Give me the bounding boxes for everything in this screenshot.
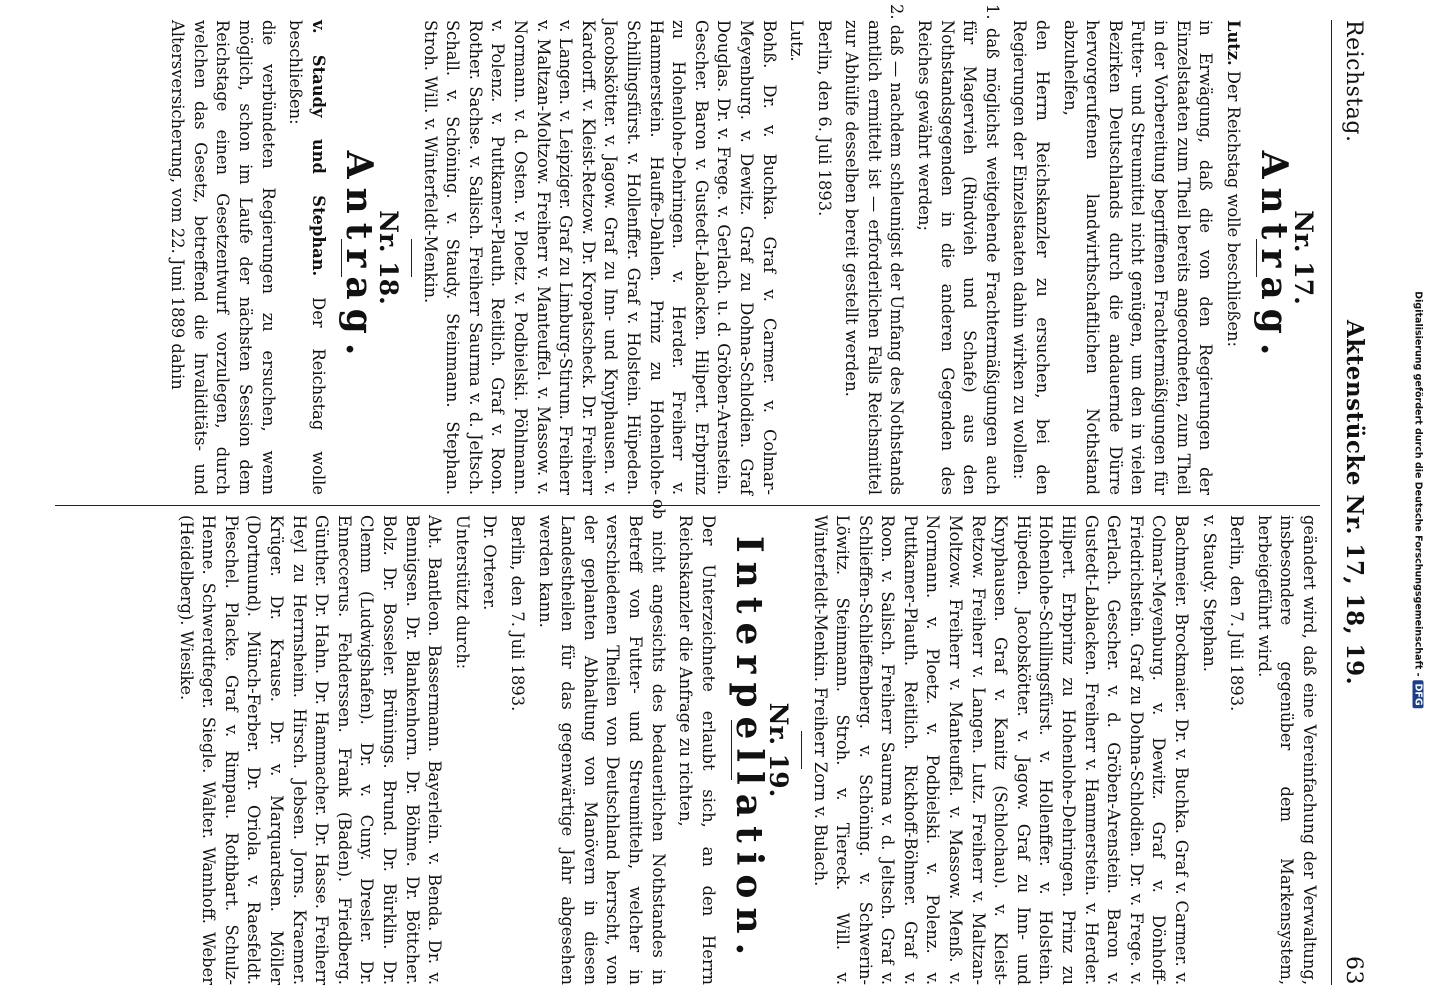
right-column: [169, 499, 1320, 985]
nr17-intro-lead: Lutz.: [1223, 20, 1243, 66]
nr18-date: Berlin, den 7. Juli 1893.: [1227, 515, 1247, 712]
nr19-signer: Dr. Orterer.: [480, 515, 500, 611]
credit-text: Digitalisierung gefördert durch die Deutsche Forschungsgemeinschaft -: [1412, 291, 1424, 677]
running-header: [1331, 20, 1372, 985]
dfg-logo: DFG: [1413, 681, 1424, 709]
rotated-page-content: [46, 4, 1376, 995]
nr18-lead: v. Staudy und Stephan.: [308, 20, 328, 277]
nr19-heading: Interpellation.: [728, 535, 771, 965]
nr17-names: Bohß. Dr. v. Buchka. Graf v. Carmer. v. Colmar-Meyenburg. v. Dewitz. Graf zu Dohna-Schlodien. Graf Douglas. Dr. v. Frege. v. Gerlach. u. d. Gröben-Arenstein. Gescher. Baron v. Gustedt-Lablacken. Hilpert. Erbprinz zu Hohenlohe-Dehringen. v. Herder. Freiherr v. Hammerstein. Hauffe-Dahlen. Prinz zu Hohenlohe-Schillingsfürst. v. Hollenffer. Graf v. Holstein. Hüpeden. Jacobskötter. v. Jagow. Graf zu Inn- und Knyphausen. v. Kardorff. v. Kleist-Retzow. Dr. Kropatscheck. Dr. Freiherr v. Langen. v. Leipziger. Graf zu Limburg-Stirum. Freiherr v. Maltzan-Moltzow. Freiherr v. Manteuffel. v. Massow. v. Normann. v. d. Osten. v. Ploetz. v. Podbielski. Pöhlmann. v. Polenz. v. Puttkamer-Plauth. Reitlich. Graf v. Roon. Rother. Sachse. v. Salisch. Freiherr Saurma v. d. Jeltsch. Schall. v. Schöning. v. Staudy. Steinmann. Stephan. Stroh. Will. v. Winterfeldt-Menkin.: [420, 20, 779, 495]
nr18-heading: Antrag.: [338, 150, 381, 365]
nr18-number: Nr. 18.: [374, 210, 404, 305]
header-left: Reichstag.: [1341, 20, 1366, 143]
nr17-number: Nr. 17.: [1289, 210, 1318, 305]
nr19-supported: Unterstützt durch:: [452, 515, 472, 670]
nr17-text: in Erwägung, daß die von den Regierungen der Einzelstaaten zum Theil bereits angeordneten, zum Theil in der Vorbereitung begriffenen Frachtermäßigungen für Futter- und Streumittel nicht genügen, um den in vielen Bezirken Deutschlands durch die andauernde Dürre hervorgerufenen landwirthschaftlichen Nothstand abzuhelfen,: [1060, 20, 1216, 495]
header-title: Aktenstücke Nr. 17, 18, 19.: [1341, 319, 1368, 686]
nr18-signers: v. Staudy. Stephan.: [1199, 515, 1219, 672]
left-column: [161, 4, 1320, 495]
nr17-signer: Lutz.: [787, 20, 807, 62]
divider: [411, 239, 412, 277]
nr17-intro-text: Der Reichstag wolle beschließen:: [1223, 70, 1243, 347]
nr18-intro-text: Der Reichstag wolle beschließen:: [286, 20, 328, 495]
nr18-intro: [284, 20, 329, 495]
nr18-text: die verbündeten Regierungen zu ersuchen, wenn möglich, schon im Laufe der nächsten Session dem Reichstage einen Gesetzentwurf vorzulegen, durch welchen das Gesetz, betreffend die Invaliditäts- und Altersversicherung, vom 22. Juni 1889 dahin: [168, 20, 278, 495]
nr19-question: ob nicht angesichts des bedauerlichen Nothstandes in Betreff von Futter- und Streumitteln, welcher in verschiedenen Theilen von Deutschland herrscht, von der geplanten Abhaltung von Manövern in diesen Landestheilen für das gegenwärtige Jahr abgesehen werden kann.: [535, 499, 668, 985]
nr19-names: Abt. Bantleon. Bassermann. Bayerlein. v. Benda. Dr. v. Bennigsen. Dr. Blankenhorn. Dr. Böhme. Dr. Böttcher. Bolz. Dr. Bosseler. Brünings. Brund. Dr. Bürklin. Dr. Clemm (Ludwigshafen). Dr. v. Cuny. Dresler. Dr. Enneccerus. Fehderssen. Frank (Baden). Friedberg. Günther. Dr. Hahn. Dr. Hammacher. Dr. Hasse. Freiherr Heyl zu Herrnsheim. Hirsch. Jebsen. Jorns. Kraemer. Krüger. Dr. Krause. Dr. v. Marquardsen. Möller (Dortmund). Münch-Ferber. Dr. Oriola. v. Raesfeldt. Pieschel. Placke. Graf v. Rimpau. Rothbart. Schulz-Henne. Schwerdtfeger. Siegle. Walter. Wamhoff. Weber (Heidelberg). Wiesike.: [176, 515, 445, 985]
nr17-heading: Antrag.: [1253, 150, 1296, 365]
nr17-date: Berlin, den 6. Juli 1893.: [814, 20, 834, 217]
nr17-item-1: 1. daß möglichst weitgehende Frachtermäßigungen auch für Magervieh (Rindvieh und Schafe) aus den Nothstandsgegenden in die anderen Gegenden des Reiches gewährt werden;: [915, 4, 1002, 495]
divider: [801, 731, 802, 769]
nr19-text: Der Unterzeichnete erlaubt sich, an den Herrn Reichskanzler die Anfrage zu richten,: [676, 515, 718, 985]
column-rule: [55, 505, 1320, 506]
nr18-continuation: geändert wird, daß eine Vereinfachung der Verwaltung, insbesondere gegenüber dem Markensystem, herbeigeführt wird.: [1254, 515, 1319, 985]
nr19-date: Berlin, den 7. Juli 1893.: [508, 515, 527, 712]
page-number: 63: [1341, 956, 1366, 985]
nr18-names: Bachmeier. Brockmaier. Dr. v. Buchka. Graf v. Carmer. v. Colmar-Meyenburg. v. Dewitz. Graf v. Dönhoff-Friedrichstein. Graf zu Dohna-Schlodien. Dr. v. Frege. v. Gerlach. Gescher. v. d. Gröben-Arenstein. Baron v. Gustedt-Lablacken. Freiherr v. Hammerstein. v. Herder. Hilpert. Erbprinz zu Hohenlohe-Dehringen. Prinz zu Hohenlohe-Schillingsfürst. v. Hollenffer. v. Holstein. Hüpeden. Jacobskötter. v. Jagow. Graf zu Inn- und Knyphausen. Graf v. Kanitz (Schlochau). v. Kleist-Retzow. Freiherr v. Langen. Lutz. Freiherr v. Maltzan-Moltzow. Freiherr v. Manteuffel. v. Massow. Menß. v. Normann. v. Ploetz. v. Podbielski. v. Polenz. v. Puttkamer-Plauth. Reitlich. Rickhoff-Böhmer. Graf v. Roon. v. Salisch. Freiherr Saurma v. d. Jeltsch. Graf v. Schlieffen-Schlieffenberg. v. Schöning. v. Schwerin-Löwitz. Steinmann. Stroh. v. Tiereck. Will. v. Winterfeldt-Menkin. Freiherr Zorn v. Bulach.: [810, 515, 1192, 985]
nr17-intro: [1221, 20, 1244, 495]
nr19-number: Nr. 19.: [763, 702, 793, 798]
nr17-text2: den Herrn Reichskanzler zu ersuchen, bei den Regierungen der Einzelstaaten dahin wirken zu wollen:: [1010, 20, 1053, 495]
digitization-credit: [1413, 291, 1424, 708]
nr17-item-2: 2. daß — nachdem schleunigst der Umfang des Nothstands amtlich ermittelt ist — erforderlichen Falls Reichsmittel zur Abhülfe desselben bereit gestellt werden.: [842, 4, 907, 495]
